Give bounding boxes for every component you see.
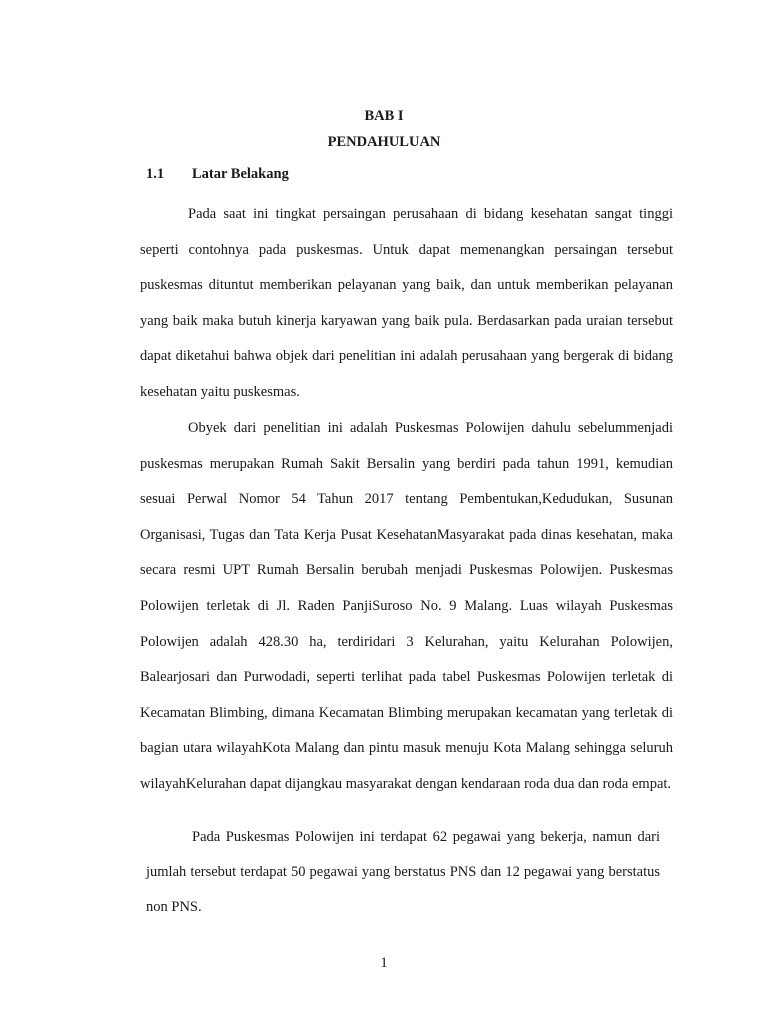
section-number: 1.1 bbox=[146, 166, 165, 182]
paragraph-1: Pada saat ini tingkat persaingan perusahaan di bidang kesehatan sangat tinggi seperti contohnya pada puskesmas. Untuk dapat memenangkan persaingan tersebut puskesmas dituntut memberikan pelayanan yang baik, dan untuk memberikan pelayanan yang baik maka butuh kinerja karyawan yang baik pula. Berdasarkan pada uraian tersebut dapat diketahui bahwa objek dari penelitian ini adalah perusahaan yang bergerak di bidang kesehatan yaitu puskesmas. bbox=[140, 206, 673, 400]
chapter-title: PENDAHULUAN bbox=[327, 134, 441, 150]
paragraph-2: Obyek dari penelitian ini adalah Puskesmas Polowijen dahulu sebelummenjadi puskesmas merupakan Rumah Sakit Bersalin yang berdiri pada tahun 1991, kemudian sesuai Perwal Nomor 54 Tahun 2017 tentang Pembentukan,Kedudukan, Susunan Organisasi, Tugas dan Tata Kerja Pusat KesehatanMasyarakat pada dinas kesehatan, maka secara resmi UPT Rumah Bersalin berubah menjadi Puskesmas Polowijen. Puskesmas Polowijen terletak di Jl. Raden PanjiSuroso No. 9 Malang. Luas wilayah Puskesmas Polowijen adalah 428.30 ha, terdiridari 3 Kelurahan, yaitu Kelurahan Polowijen, Balearjosari dan Purwodadi, seperti terlihat pada tabel Puskesmas Polowijen terletak di Kecamatan Blimbing, dimana Kecamatan Blimbing merupakan kecamatan yang terletak di bagian utara wilayahKota Malang dan pintu masuk menuju Kota Malang sehingga seluruh wilayahKelurahan dapat dijangkau masyarakat dengan kendaraan roda dua dan roda empat. bbox=[140, 420, 673, 792]
section-heading bbox=[146, 166, 289, 183]
chapter-label: BAB I bbox=[364, 108, 404, 124]
paragraph-3: Pada Puskesmas Polowijen ini terdapat 62 pegawai yang bekerja, namun dari jumlah tersebut terdapat 50 pegawai yang berstatus PNS dan 12 pegawai yang berstatus non PNS. bbox=[146, 829, 660, 915]
page-number: 1 bbox=[380, 955, 388, 971]
section-title: Latar Belakang bbox=[192, 166, 289, 182]
